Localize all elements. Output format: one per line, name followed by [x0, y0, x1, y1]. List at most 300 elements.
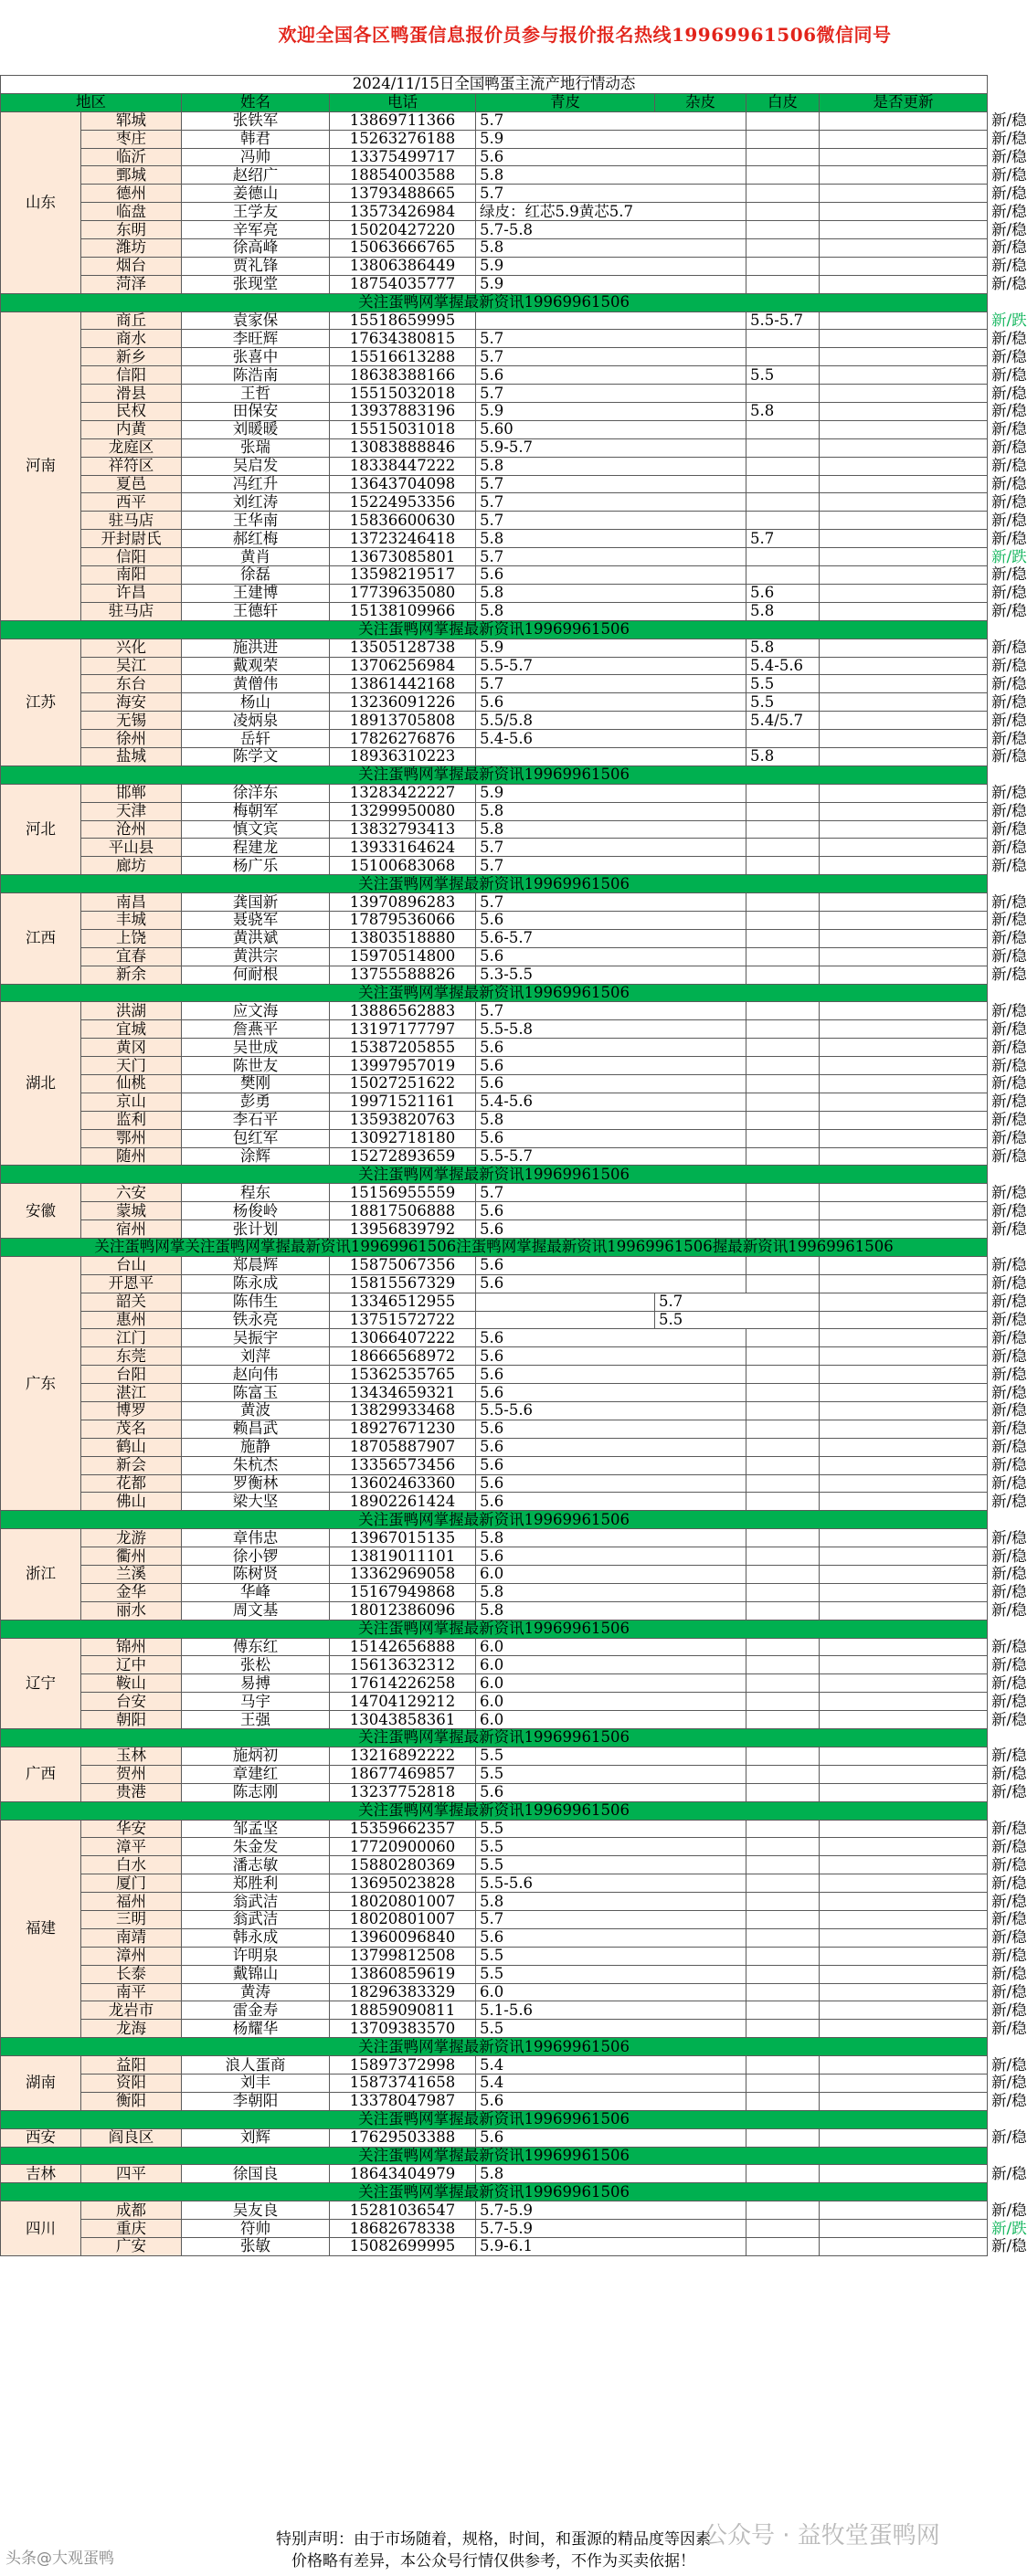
white-price-cell [820, 1093, 988, 1111]
table-row: 东台 黄僧伟 13861442168 5.7 5.5 新/稳 [1, 675, 988, 693]
table-row: 博罗 黄波 13829933468 5.5-5.6 新/稳 [1, 1402, 988, 1420]
green-price-cell: 5.6 [476, 1039, 746, 1057]
notice-text: 关注蛋鸭网掌握最新资讯19969961506 [1, 1511, 988, 1529]
white-price-cell [820, 1329, 988, 1347]
green-price-cell: 5.6 [476, 1384, 746, 1402]
name-cell: 张喜中 [182, 348, 330, 366]
name-cell: 杨耀华 [182, 2020, 330, 2038]
table-row: 龙海 杨耀华 13709383570 5.5 新/稳 [1, 2020, 988, 2038]
notice-row [1, 2147, 988, 2165]
mixed-price-cell [746, 1057, 820, 1075]
table-row: 资阳 刘丰 15873741658 5.4 新/稳 [1, 2074, 988, 2092]
notice-text: 关注蛋鸭网掌关注蛋鸭网掌握最新资讯19969961506注蛋鸭网掌握最新资讯19969961506握最新资讯19969961506 [1, 1239, 988, 1257]
white-price-cell [820, 602, 988, 620]
phone-cell: 19971521161 [330, 1093, 476, 1111]
name-cell: 陈树贤 [182, 1566, 330, 1584]
white-price-cell [820, 1910, 988, 1928]
white-price-cell [820, 457, 988, 475]
city-cell: 沧州 [81, 820, 182, 839]
white-price-cell [820, 203, 988, 221]
phone-cell: 13967015135 [330, 1529, 476, 1547]
green-price-cell: 5.6 [476, 366, 746, 385]
city-cell: 祥符区 [81, 457, 182, 475]
mixed-price-cell [746, 385, 820, 403]
name-cell: 徐洋东 [182, 784, 330, 802]
city-cell: 新余 [81, 966, 182, 984]
mixed-price-cell [746, 2074, 820, 2092]
mixed-price-cell [746, 1493, 820, 1511]
notice-text: 关注蛋鸭网掌握最新资讯19969961506 [1, 1620, 988, 1638]
name-cell: 涂辉 [182, 1147, 330, 1166]
white-price-cell [820, 1928, 988, 1947]
notice-text: 关注蛋鸭网掌握最新资讯19969961506 [1, 984, 988, 1002]
name-cell: 姜德山 [182, 185, 330, 203]
name-cell: 刘萍 [182, 1347, 330, 1366]
white-price-cell [820, 1256, 988, 1274]
white-price-cell [820, 947, 988, 966]
notice-text: 关注蛋鸭网掌握最新资讯19969961506 [1, 765, 988, 784]
phone-cell: 15362535765 [330, 1366, 476, 1384]
city-cell: 黄冈 [81, 1039, 182, 1057]
mixed-price-cell: 5.7 [655, 1293, 820, 1311]
phone-cell: 18927671230 [330, 1420, 476, 1438]
name-cell: 王强 [182, 1711, 330, 1729]
green-price-cell: 5.6 [476, 1057, 746, 1075]
name-cell: 杨山 [182, 693, 330, 712]
name-cell: 张瑞 [182, 438, 330, 457]
white-price-cell [820, 2074, 988, 2092]
city-cell: 韶关 [81, 1293, 182, 1311]
mixed-price-cell [746, 1711, 820, 1729]
white-price-cell [820, 1947, 988, 1965]
table-row: 临盘 王学友 13573426984 绿皮：红芯5.9黄芯5.7 新/稳 [1, 203, 988, 221]
city-cell: 南靖 [81, 1928, 182, 1947]
city-cell: 四平 [81, 2165, 182, 2183]
green-price-cell: 5.7 [476, 839, 746, 857]
name-cell: 程东 [182, 1184, 330, 1202]
green-price-cell: 5.6 [476, 1347, 746, 1366]
green-price-cell: 5.5 [476, 1965, 746, 1983]
name-cell: 戴观荣 [182, 657, 330, 675]
phone-cell: 18682678338 [330, 2220, 476, 2238]
city-cell: 新会 [81, 1456, 182, 1474]
green-price-cell: 5.5-5.6 [476, 1402, 746, 1420]
table-row: 湖南 益阳 浪人蛋商 15897372998 5.4 新/稳 [1, 2056, 988, 2075]
name-cell: 梁大坚 [182, 1493, 330, 1511]
city-cell: 益阳 [81, 2056, 182, 2075]
table-row: 丽水 周文基 18012386096 5.8 新/稳 [1, 1601, 988, 1620]
mixed-price-cell [746, 1456, 820, 1474]
table-row: 湛江 陈富玉 13434659321 5.6 新/稳 [1, 1384, 988, 1402]
table-row: 东明 辛军亮 15020427220 5.7-5.8 新/稳 [1, 221, 988, 239]
white-price-cell [820, 221, 988, 239]
mixed-price-cell [746, 148, 820, 166]
name-cell: 吴振宇 [182, 1329, 330, 1347]
city-cell: 信阳 [81, 548, 182, 566]
phone-cell: 13819011101 [330, 1547, 476, 1566]
green-price-cell: 5.4-5.6 [476, 1093, 746, 1111]
green-price-cell: 5.6 [476, 1493, 746, 1511]
province-cell: 广西 [1, 1747, 81, 1801]
white-price-cell [820, 820, 988, 839]
table-row: 蒙城 杨俊岭 18817506888 5.6 新/稳 [1, 1202, 988, 1220]
phone-cell: 13434659321 [330, 1384, 476, 1402]
city-cell: 吴江 [81, 657, 182, 675]
city-cell: 惠州 [81, 1311, 182, 1329]
name-cell: 袁家保 [182, 311, 330, 330]
mixed-price-cell [746, 275, 820, 293]
city-cell: 临沂 [81, 148, 182, 166]
mixed-price-cell [746, 457, 820, 475]
white-price-cell [820, 1765, 988, 1783]
mixed-price-cell [746, 1656, 820, 1674]
mixed-price-cell [746, 566, 820, 585]
table-row: 天津 梅朝军 13299950080 5.8 新/稳 [1, 802, 988, 820]
green-price-cell: 5.5-5.6 [476, 1874, 746, 1893]
white-price-cell [820, 1638, 988, 1656]
green-price-cell: 5.7 [476, 893, 746, 912]
notice-row [1, 1620, 988, 1638]
name-cell: 陈世友 [182, 1057, 330, 1075]
name-cell: 韩永成 [182, 1928, 330, 1947]
white-price-cell [820, 693, 988, 712]
table-row: 山东 郓城 张铁军 13869711366 5.7 新/稳 [1, 111, 988, 130]
notice-row [1, 1239, 988, 1257]
mixed-price-cell [746, 1783, 820, 1801]
green-price-cell: 5.7-5.9 [476, 2220, 746, 2238]
table-row: 花都 罗衡林 13602463360 5.6 新/稳 [1, 1474, 988, 1493]
city-cell: 漳州 [81, 1947, 182, 1965]
green-price-cell: 5.6 [476, 1547, 746, 1566]
white-price-cell [820, 911, 988, 929]
green-price-cell: 6.0 [476, 1983, 746, 2001]
white-price-cell [820, 929, 988, 947]
green-price-cell: 5.4 [476, 2074, 746, 2092]
white-price-cell [820, 348, 988, 366]
phone-cell: 15063666765 [330, 239, 476, 258]
city-cell: 阎良区 [81, 2128, 182, 2147]
white-price-cell [820, 1874, 988, 1893]
green-price-cell: 6.0 [476, 1693, 746, 1711]
white-price-cell [820, 239, 988, 258]
notice-row [1, 2110, 988, 2128]
name-cell: 翁武洁 [182, 1893, 330, 1911]
city-cell: 夏邑 [81, 475, 182, 493]
mixed-price-cell [746, 1420, 820, 1438]
name-cell: 戴锦山 [182, 1965, 330, 1983]
green-price-cell [476, 1293, 655, 1311]
green-price-cell: 6.0 [476, 1656, 746, 1674]
table-row: 广东 台山 郑晨辉 15875067356 5.6 新/稳 [1, 1256, 988, 1274]
table-title-row [1, 76, 988, 94]
green-price-cell: 5.7 [476, 1184, 746, 1202]
white-price-cell [820, 166, 988, 185]
white-price-cell [820, 1111, 988, 1129]
mixed-price-cell [746, 1366, 820, 1384]
city-cell: 玉林 [81, 1747, 182, 1765]
name-cell: 黄洪斌 [182, 929, 330, 947]
mixed-price-cell [746, 929, 820, 947]
table-row: 京山 彭勇 19971521161 5.4-5.6 新/稳 [1, 1093, 988, 1111]
notice-text: 关注蛋鸭网掌握最新资讯19969961506 [1, 620, 988, 639]
table-row: 衢州 徐小锣 13819011101 5.6 新/稳 [1, 1547, 988, 1566]
green-price-cell: 5.4-5.6 [476, 730, 746, 748]
phone-cell: 13362969058 [330, 1566, 476, 1584]
table-row: 漳平 朱金发 17720900060 5.5 新/稳 [1, 1838, 988, 1856]
phone-cell: 13869711366 [330, 111, 476, 130]
mixed-price-cell [746, 1129, 820, 1147]
phone-cell: 17614226258 [330, 1674, 476, 1693]
mixed-price-cell: 5.8 [746, 403, 820, 421]
city-cell: 无锡 [81, 712, 182, 730]
province-cell: 四川 [1, 2201, 81, 2256]
table-row: 宜春 黄洪宗 15970514800 5.6 新/稳 [1, 947, 988, 966]
white-price-cell [820, 420, 988, 438]
green-price-cell: 5.5-5.8 [476, 1020, 746, 1039]
name-cell: 张计划 [182, 1220, 330, 1239]
white-price-cell [820, 2165, 988, 2183]
white-price-cell [820, 1039, 988, 1057]
mixed-price-cell [746, 2128, 820, 2147]
header-name: 姓名 [182, 93, 330, 111]
mixed-price-cell [746, 438, 820, 457]
white-price-cell [820, 566, 988, 585]
mixed-price-cell [746, 1820, 820, 1838]
mixed-price-cell [746, 1910, 820, 1928]
mixed-price-cell [746, 1384, 820, 1402]
name-cell: 李旺辉 [182, 330, 330, 348]
city-cell: 蒙城 [81, 1202, 182, 1220]
green-price-cell: 5.5/5.8 [476, 712, 746, 730]
green-price-cell: 5.6 [476, 148, 746, 166]
white-price-cell [820, 1384, 988, 1402]
phone-cell: 18936310223 [330, 747, 476, 765]
phone-cell: 13673085801 [330, 548, 476, 566]
phone-cell: 18020801007 [330, 1893, 476, 1911]
notice-text: 关注蛋鸭网掌握最新资讯19969961506 [1, 1729, 988, 1747]
white-price-cell [820, 857, 988, 875]
white-price-cell [820, 548, 988, 566]
white-price-cell [820, 1838, 988, 1856]
name-cell: 包红军 [182, 1129, 330, 1147]
name-cell: 赖昌武 [182, 1420, 330, 1438]
table-row: 鹤山 施静 18705887907 5.6 新/稳 [1, 1438, 988, 1456]
table-row: 许昌 王建博 17739635080 5.8 5.6 新/稳 [1, 584, 988, 602]
white-price-cell [820, 1693, 988, 1711]
white-price-cell [820, 2128, 988, 2147]
green-price-cell [476, 1311, 655, 1329]
name-cell: 郝红梅 [182, 530, 330, 548]
name-cell: 符帅 [182, 2220, 330, 2238]
phone-cell: 13573426984 [330, 203, 476, 221]
province-cell: 河南 [1, 311, 81, 620]
phone-cell: 15027251622 [330, 1074, 476, 1093]
mixed-price-cell [746, 166, 820, 185]
name-cell: 陈志刚 [182, 1783, 330, 1801]
phone-cell: 18012386096 [330, 1601, 476, 1620]
city-cell: 德州 [81, 185, 182, 203]
mixed-price-cell [746, 1638, 820, 1656]
notice-row [1, 984, 988, 1002]
name-cell: 王建博 [182, 584, 330, 602]
green-price-cell: 6.0 [476, 1711, 746, 1729]
name-cell: 贾礼锋 [182, 257, 330, 275]
mixed-price-cell [746, 1220, 820, 1239]
name-cell: 施静 [182, 1438, 330, 1456]
phone-cell: 18902261424 [330, 1493, 476, 1511]
phone-cell: 15156955559 [330, 1184, 476, 1202]
green-price-cell: 5.8 [476, 1601, 746, 1620]
mixed-price-cell [746, 1674, 820, 1693]
city-cell: 台安 [81, 1693, 182, 1711]
mixed-price-cell [746, 1184, 820, 1202]
phone-cell: 13723246418 [330, 530, 476, 548]
phone-cell: 15167949868 [330, 1583, 476, 1601]
phone-cell: 18817506888 [330, 1202, 476, 1220]
phone-cell: 18020801007 [330, 1910, 476, 1928]
city-cell: 湛江 [81, 1384, 182, 1402]
name-cell: 龚国新 [182, 893, 330, 912]
phone-cell: 13375499717 [330, 148, 476, 166]
green-price-cell: 5.1-5.6 [476, 2001, 746, 2020]
white-price-cell [820, 1311, 988, 1329]
phone-cell: 13829933468 [330, 1402, 476, 1420]
green-price-cell: 5.9 [476, 784, 746, 802]
name-cell: 吴世成 [182, 1039, 330, 1057]
city-cell: 仙桃 [81, 1074, 182, 1093]
white-price-cell [820, 493, 988, 512]
table-row: 新乡 张喜中 15516613288 5.7 新/稳 [1, 348, 988, 366]
table-row: 吴江 戴观荣 13706256984 5.5-5.7 5.4-5.6 新/稳 [1, 657, 988, 675]
city-cell: 台阳 [81, 1366, 182, 1384]
table-row: 烟台 贾礼锋 13806386449 5.9 新/稳 [1, 257, 988, 275]
white-price-cell [820, 1820, 988, 1838]
white-price-cell [820, 1601, 988, 1620]
table-row: 无锡 凌炳泉 18913705808 5.5/5.8 5.4/5.7 新/稳 [1, 712, 988, 730]
green-price-cell: 5.6 [476, 911, 746, 929]
phone-cell: 15836600630 [330, 512, 476, 530]
table-row: 兰溪 陈树贤 13362969058 6.0 新/稳 [1, 1566, 988, 1584]
notice-row [1, 1166, 988, 1184]
table-row: 辽中 张松 15613632312 6.0 新/稳 [1, 1656, 988, 1674]
green-price-cell: 5.6 [476, 1074, 746, 1093]
white-price-cell [820, 1583, 988, 1601]
green-price-cell: 5.7-5.9 [476, 2201, 746, 2220]
name-cell: 华峰 [182, 1583, 330, 1601]
mixed-price-cell [746, 1965, 820, 1983]
province-cell: 湖北 [1, 1002, 81, 1166]
green-price-cell: 5.9 [476, 257, 746, 275]
mixed-price-cell [746, 330, 820, 348]
city-cell: 花都 [81, 1474, 182, 1493]
table-title: 2024/11/15日全国鸭蛋主流产地行情动态 [1, 76, 988, 94]
name-cell: 田保安 [182, 403, 330, 421]
table-row: 天门 陈世友 13997957019 5.6 新/稳 [1, 1057, 988, 1075]
phone-cell: 13598219517 [330, 566, 476, 585]
table-row: 龙岩市 雷金寿 18859090811 5.1-5.6 新/稳 [1, 2001, 988, 2020]
table-row: 朝阳 王强 13043858361 6.0 新/稳 [1, 1711, 988, 1729]
mixed-price-cell [746, 2056, 820, 2075]
green-price-cell: 5.7 [476, 185, 746, 203]
mixed-price-cell [746, 239, 820, 258]
header-mixed-shell: 杂皮 [655, 93, 746, 111]
table-row: 重庆 符帅 18682678338 5.7-5.9 新/跌 [1, 2220, 988, 2238]
phone-cell: 13237752818 [330, 1783, 476, 1801]
mixed-price-cell [746, 1583, 820, 1601]
phone-cell: 13602463360 [330, 1474, 476, 1493]
name-cell: 王德轩 [182, 602, 330, 620]
white-price-cell [820, 784, 988, 802]
phone-cell: 13933164624 [330, 839, 476, 857]
green-price-cell: 5.9-6.1 [476, 2237, 746, 2255]
mixed-price-cell: 5.5 [655, 1311, 820, 1329]
white-price-cell [820, 1274, 988, 1293]
green-price-cell: 5.7-5.8 [476, 221, 746, 239]
table-row: 浙江 龙游 章伟忠 13967015135 5.8 新/稳 [1, 1529, 988, 1547]
green-price-cell [476, 311, 746, 330]
mixed-price-cell [746, 1274, 820, 1293]
mixed-price-cell [746, 1329, 820, 1347]
phone-cell: 18638388166 [330, 366, 476, 385]
white-price-cell [820, 2092, 988, 2110]
province-cell: 河北 [1, 784, 81, 874]
white-price-cell [820, 1711, 988, 1729]
phone-cell: 15897372998 [330, 2056, 476, 2075]
table-row: 安徽 六安 程东 15156955559 5.7 新/稳 [1, 1184, 988, 1202]
name-cell: 刘辉 [182, 2128, 330, 2147]
table-row: 祥符区 吴启发 18338447222 5.8 新/稳 [1, 457, 988, 475]
notice-text: 关注蛋鸭网掌握最新资讯19969961506 [1, 293, 988, 311]
city-cell: 三明 [81, 1910, 182, 1928]
mixed-price-cell [746, 802, 820, 820]
phone-cell: 13793488665 [330, 185, 476, 203]
name-cell: 易搏 [182, 1674, 330, 1693]
phone-cell: 13378047987 [330, 2092, 476, 2110]
green-price-cell: 5.6 [476, 566, 746, 585]
city-cell: 鄄城 [81, 166, 182, 185]
name-cell: 王哲 [182, 385, 330, 403]
mixed-price-cell [746, 1947, 820, 1965]
mixed-price-cell: 5.4-5.6 [746, 657, 820, 675]
table-row: 惠州 铁永亮 13751572722 5.5 新/稳 [1, 1311, 988, 1329]
table-row: 台阳 赵向伟 15362535765 5.6 新/稳 [1, 1366, 988, 1384]
table-row: 新会 朱杭杰 13356573456 5.6 新/稳 [1, 1456, 988, 1474]
name-cell: 章伟忠 [182, 1529, 330, 1547]
phone-cell: 13083888846 [330, 438, 476, 457]
city-cell: 重庆 [81, 2220, 182, 2238]
mixed-price-cell [746, 1093, 820, 1111]
green-price-cell: 6.0 [476, 1638, 746, 1656]
white-price-cell [820, 1002, 988, 1020]
green-price-cell: 5.5 [476, 1856, 746, 1874]
city-cell: 兴化 [81, 639, 182, 657]
table-row: 随州 涂辉 15272893659 5.5-5.7 新/稳 [1, 1147, 988, 1166]
city-cell: 临盘 [81, 203, 182, 221]
white-price-cell [820, 311, 988, 330]
phone-cell: 14704129212 [330, 1693, 476, 1711]
white-price-cell [820, 1493, 988, 1511]
phone-cell: 17720900060 [330, 1838, 476, 1856]
notice-text: 关注蛋鸭网掌握最新资讯19969961506 [1, 2147, 988, 2165]
mixed-price-cell [746, 2020, 820, 2038]
green-price-cell: 5.9 [476, 275, 746, 293]
white-price-cell [820, 1547, 988, 1566]
city-cell: 南阳 [81, 566, 182, 585]
green-price-cell: 5.8 [476, 584, 746, 602]
province-cell: 浙江 [1, 1529, 81, 1620]
notice-row [1, 765, 988, 784]
name-cell: 刘红涛 [182, 493, 330, 512]
